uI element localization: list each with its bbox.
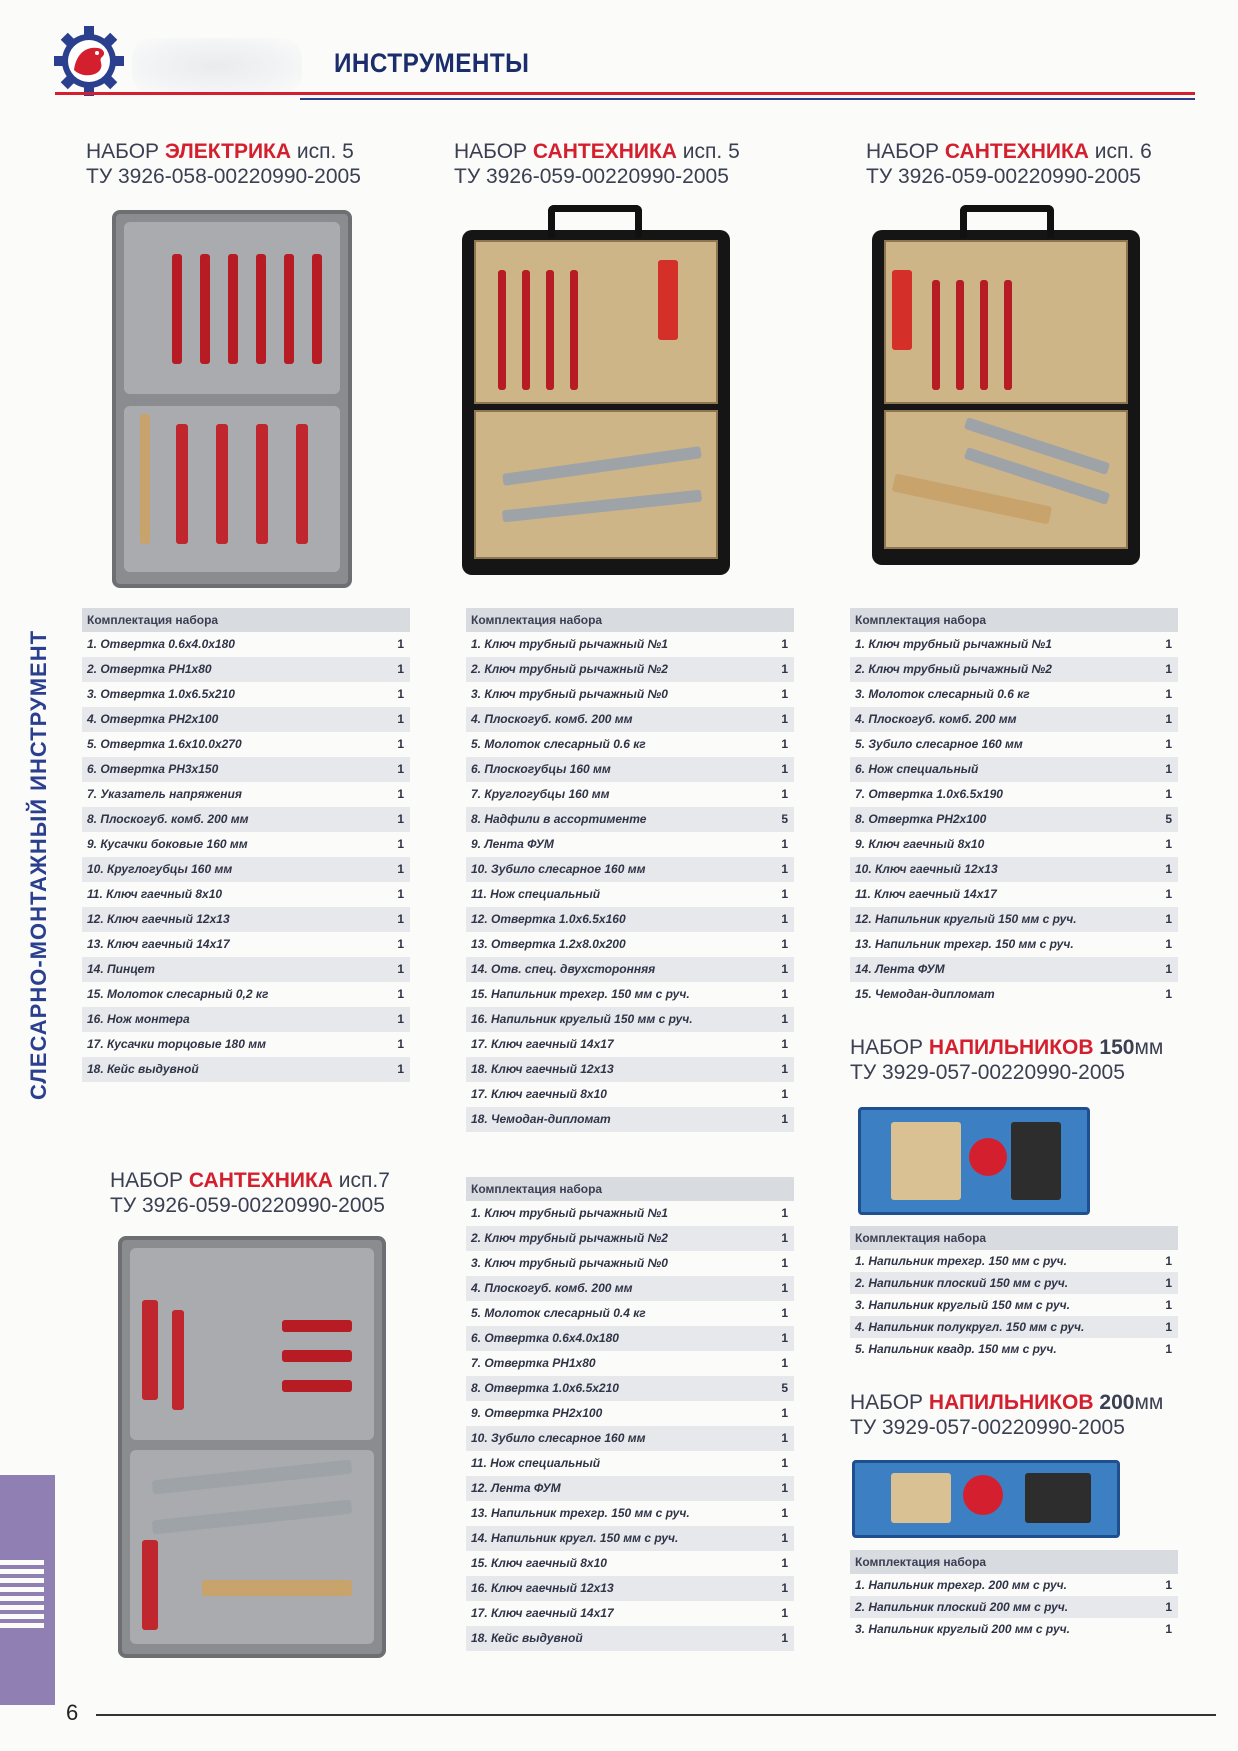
item-qty: 1 (781, 862, 788, 876)
set-suffix: исп.7 (332, 1169, 390, 1192)
table-row (850, 907, 1178, 932)
table-header: Комплектация набора (850, 1226, 1178, 1250)
table-row (466, 1551, 794, 1576)
item-qty: 1 (781, 712, 788, 726)
table-row (466, 1007, 794, 1032)
item-qty: 1 (781, 1431, 788, 1445)
table-row (82, 907, 410, 932)
item-qty: 1 (1165, 637, 1172, 651)
item-name: 17. Кусачки торцовые 180 мм (87, 1037, 266, 1051)
table-row (466, 1426, 794, 1451)
item-qty: 1 (781, 1037, 788, 1051)
item-name: 5. Отвертка 1.6х10.0х270 (87, 737, 242, 751)
table-row (850, 1596, 1178, 1618)
item-qty: 1 (781, 1631, 788, 1645)
item-name: 2. Напильник плоский 200 мм с руч. (855, 1600, 1069, 1614)
item-name: 3. Молоток слесарный 0.6 кг (855, 687, 1030, 701)
item-name: 16. Нож монтера (87, 1012, 190, 1026)
table-row (466, 832, 794, 857)
set-title-plumber-7 (110, 1168, 390, 1218)
item-qty: 5 (1165, 812, 1172, 826)
item-qty: 1 (781, 1256, 788, 1270)
table-row (466, 1376, 794, 1401)
plumber5-case-photo (462, 230, 730, 575)
table-row (466, 782, 794, 807)
item-qty: 1 (781, 1087, 788, 1101)
item-qty: 1 (781, 1556, 788, 1570)
table-header: Комплектация набора (82, 608, 410, 632)
table-header: Комплектация набора (466, 1177, 794, 1201)
item-name: 18. Ключ гаечный 12х13 (471, 1062, 614, 1076)
set-suffix: исп. 6 (1088, 140, 1152, 163)
item-name: 3. Отвертка 1.0х6.5х210 (87, 687, 235, 701)
item-name: 5. Молоток слесарный 0.6 кг (471, 737, 646, 751)
item-name: 14. Пинцет (87, 962, 155, 976)
set-size-unit: мм (1134, 1391, 1164, 1414)
table-row (82, 857, 410, 882)
table-row (466, 1476, 794, 1501)
item-name: 6. Отвертка PH3х150 (87, 762, 219, 776)
set-prefix: НАБОР (850, 1036, 929, 1059)
item-qty: 1 (397, 862, 404, 876)
set-tu: ТУ 3926-059-00220990-2005 (454, 165, 729, 188)
table-plumber-5 (466, 608, 794, 1132)
table-row (850, 1250, 1178, 1272)
plumber7-case-photo (118, 1236, 386, 1658)
set-tu: ТУ 3929-057-00220990-2005 (850, 1061, 1125, 1084)
item-qty: 5 (781, 812, 788, 826)
header-blue-line (300, 98, 1195, 100)
item-name: 8. Отвертка 1.0х6.5х210 (471, 1381, 619, 1395)
item-name: 6. Отвертка 0.6х4.0х180 (471, 1331, 619, 1345)
item-qty: 1 (781, 1012, 788, 1026)
set-name: ЭЛЕКТРИКА (164, 140, 292, 163)
table-row (850, 882, 1178, 907)
item-qty: 1 (781, 837, 788, 851)
item-qty: 1 (781, 762, 788, 776)
item-name: 2. Напильник плоский 150 мм с руч. (855, 1276, 1069, 1290)
set-title-plumber-6 (866, 139, 1152, 189)
table-row (82, 1007, 410, 1032)
item-qty: 1 (397, 837, 404, 851)
item-name: 14. Напильник кругл. 150 мм с руч. (471, 1531, 679, 1545)
set-name: НАПИЛЬНИКОВ (928, 1391, 1094, 1414)
table-row (850, 1338, 1178, 1360)
set-prefix: НАБОР (86, 140, 165, 163)
side-stripes (0, 1560, 44, 1632)
item-name: 17. Ключ гаечный 8х10 (471, 1087, 607, 1101)
item-qty: 1 (781, 1062, 788, 1076)
table-row (466, 682, 794, 707)
item-qty: 1 (1165, 737, 1172, 751)
table-row (850, 1294, 1178, 1316)
table-row (466, 957, 794, 982)
item-qty: 1 (781, 787, 788, 801)
item-name: 13. Ключ гаечный 14х17 (87, 937, 230, 951)
item-name: 9. Ключ гаечный 8х10 (855, 837, 985, 851)
item-name: 8. Надфили в ассортименте (471, 812, 647, 826)
table-row (82, 782, 410, 807)
set-prefix: НАБОР (850, 1391, 929, 1414)
table-row (82, 1057, 410, 1082)
item-qty: 1 (397, 637, 404, 651)
item-name: 5. Зубило слесарное 160 мм (855, 737, 1023, 751)
item-name: 1. Ключ трубный рычажный №1 (471, 637, 668, 651)
item-name: 1. Напильник трехгр. 200 мм с руч. (855, 1578, 1067, 1592)
item-name: 2. Ключ трубный рычажный №2 (471, 662, 668, 676)
set-title-electrician-5 (86, 139, 361, 189)
item-qty: 1 (781, 962, 788, 976)
table-row (466, 757, 794, 782)
table-electrician-5 (82, 608, 410, 1082)
item-name: 5. Молоток слесарный 0.4 кг (471, 1306, 646, 1320)
item-name: 12. Ключ гаечный 12х13 (87, 912, 230, 926)
item-name: 9. Отвертка PH2х100 (471, 1406, 603, 1420)
item-name: 10. Зубило слесарное 160 мм (471, 1431, 646, 1445)
item-name: 17. Ключ гаечный 14х17 (471, 1606, 614, 1620)
item-name: 11. Ключ гаечный 14х17 (855, 887, 997, 901)
table-row (466, 1251, 794, 1276)
item-qty: 1 (1165, 987, 1172, 1001)
table-row (466, 1526, 794, 1551)
item-qty: 1 (397, 1037, 404, 1051)
table-row (466, 732, 794, 757)
item-qty: 1 (781, 662, 788, 676)
set-title-files-150 (850, 1035, 1163, 1085)
item-qty: 1 (397, 937, 404, 951)
set-title-files-200 (850, 1390, 1163, 1440)
item-name: 18. Кейс выдувной (471, 1631, 583, 1645)
item-name: 2. Отвертка PH1х80 (87, 662, 212, 676)
item-name: 13. Отвертка 1.2х8.0х200 (471, 937, 626, 951)
table-header: Комплектация набора (850, 608, 1178, 632)
table-row (82, 832, 410, 857)
item-name: 2. Ключ трубный рычажный №2 (471, 1231, 668, 1245)
item-qty: 5 (781, 1381, 788, 1395)
files200-box-photo (852, 1460, 1120, 1538)
item-name: 14. Лента ФУМ (855, 962, 945, 976)
item-qty: 1 (1165, 1342, 1172, 1356)
table-row (466, 1226, 794, 1251)
set-size-unit: мм (1134, 1036, 1164, 1059)
item-name: 12. Отвертка 1.0х6.5х160 (471, 912, 626, 926)
table-row (82, 657, 410, 682)
item-qty: 1 (1165, 1254, 1172, 1268)
item-qty: 1 (1165, 837, 1172, 851)
table-row (466, 1451, 794, 1476)
header-red-line (55, 92, 1195, 95)
table-row (850, 957, 1178, 982)
footer-line (96, 1714, 1216, 1716)
item-qty: 1 (397, 962, 404, 976)
set-prefix: НАБОР (110, 1169, 189, 1192)
item-qty: 1 (397, 812, 404, 826)
item-qty: 1 (397, 687, 404, 701)
item-name: 6. Плоскогубцы 160 мм (471, 762, 611, 776)
item-qty: 1 (781, 1112, 788, 1126)
item-name: 16. Напильник круглый 150 мм с руч. (471, 1012, 693, 1026)
table-row (850, 732, 1178, 757)
item-name: 12. Напильник круглый 150 мм с руч. (855, 912, 1077, 926)
table-row (850, 657, 1178, 682)
electrician-case-photo (112, 210, 352, 588)
table-row (82, 757, 410, 782)
item-qty: 1 (781, 1406, 788, 1420)
item-name: 7. Отвертка PH1х80 (471, 1356, 596, 1370)
item-name: 9. Лента ФУМ (471, 837, 554, 851)
set-title-plumber-5 (454, 139, 740, 189)
set-name: САНТЕХНИКА (532, 140, 677, 163)
table-row (466, 1301, 794, 1326)
table-row (82, 932, 410, 957)
table-row (850, 682, 1178, 707)
table-row (466, 1032, 794, 1057)
table-row (850, 1272, 1178, 1294)
item-qty: 1 (397, 1012, 404, 1026)
item-qty: 1 (1165, 687, 1172, 701)
item-qty: 1 (781, 987, 788, 1001)
item-qty: 1 (781, 937, 788, 951)
table-row (850, 807, 1178, 832)
item-qty: 1 (1165, 1320, 1172, 1334)
set-name: НАПИЛЬНИКОВ (928, 1036, 1094, 1059)
table-row (82, 632, 410, 657)
table-header: Комплектация набора (850, 1550, 1178, 1574)
item-name: 4. Плоскогуб. комб. 200 мм (855, 712, 1017, 726)
table-row (466, 982, 794, 1007)
item-qty: 1 (781, 737, 788, 751)
table-row (466, 1276, 794, 1301)
item-qty: 1 (781, 1281, 788, 1295)
table-row (466, 632, 794, 657)
item-name: 5. Напильник квадр. 150 мм с руч. (855, 1342, 1057, 1356)
set-tu: ТУ 3926-059-00220990-2005 (110, 1194, 385, 1217)
item-name: 18. Чемодан-дипломат (471, 1112, 611, 1126)
item-name: 15. Чемодан-дипломат (855, 987, 995, 1001)
set-size: 150 (1093, 1036, 1135, 1059)
set-tu: ТУ 3926-058-00220990-2005 (86, 165, 361, 188)
set-suffix: исп. 5 (676, 140, 740, 163)
item-qty: 1 (1165, 787, 1172, 801)
item-name: 3. Напильник круглый 200 мм с руч. (855, 1622, 1070, 1636)
blurred-brand-area (132, 38, 302, 94)
item-name: 11. Ключ гаечный 8х10 (87, 887, 223, 901)
item-name: 10. Ключ гаечный 12х13 (855, 862, 998, 876)
table-files-150 (850, 1226, 1178, 1360)
set-name: САНТЕХНИКА (944, 140, 1089, 163)
item-qty: 1 (397, 762, 404, 776)
table-files-200 (850, 1550, 1178, 1640)
set-name: САНТЕХНИКА (188, 1169, 333, 1192)
item-name: 11. Нож специальный (471, 887, 601, 901)
set-prefix: НАБОР (866, 140, 945, 163)
table-row (466, 932, 794, 957)
item-qty: 1 (1165, 862, 1172, 876)
item-qty: 1 (1165, 712, 1172, 726)
item-qty: 1 (781, 637, 788, 651)
company-logo (52, 24, 126, 98)
table-row (466, 882, 794, 907)
item-name: 9. Кусачки боковые 160 мм (87, 837, 248, 851)
item-name: 1. Отвертка 0.6х4.0х180 (87, 637, 235, 651)
table-row (466, 1501, 794, 1526)
table-row (850, 782, 1178, 807)
item-qty: 1 (781, 1606, 788, 1620)
item-name: 15. Молоток слесарный 0,2 кг (87, 987, 269, 1001)
item-qty: 1 (781, 887, 788, 901)
table-row (850, 857, 1178, 882)
item-qty: 1 (781, 1331, 788, 1345)
item-qty: 1 (781, 1306, 788, 1320)
item-qty: 1 (781, 1581, 788, 1595)
item-qty: 1 (1165, 1298, 1172, 1312)
table-row (82, 732, 410, 757)
table-row (466, 1401, 794, 1426)
item-qty: 1 (397, 987, 404, 1001)
plumber5-case-handle (548, 205, 642, 238)
item-name: 17. Ключ гаечный 14х17 (471, 1037, 614, 1051)
table-row (466, 1201, 794, 1226)
item-name: 4. Плоскогуб. комб. 200 мм (471, 1281, 633, 1295)
table-row (466, 857, 794, 882)
item-name: 15. Ключ гаечный 8х10 (471, 1556, 607, 1570)
item-name: 12. Лента ФУМ (471, 1481, 561, 1495)
item-name: 10. Зубило слесарное 160 мм (471, 862, 646, 876)
table-row (466, 1107, 794, 1132)
set-tu: ТУ 3926-059-00220990-2005 (866, 165, 1141, 188)
item-name: 7. Круглогубцы 160 мм (471, 787, 610, 801)
table-row (82, 707, 410, 732)
item-qty: 1 (397, 912, 404, 926)
item-name: 2. Ключ трубный рычажный №2 (855, 662, 1052, 676)
table-row (466, 1601, 794, 1626)
table-row (466, 657, 794, 682)
item-qty: 1 (781, 1531, 788, 1545)
table-row (466, 1326, 794, 1351)
section-side-label: СЛЕСАРНО-МОНТАЖНЫЙ ИНСТРУМЕНТ (26, 629, 51, 1100)
item-name: 4. Плоскогуб. комб. 200 мм (471, 712, 633, 726)
table-plumber-6 (850, 608, 1178, 1007)
table-row (82, 807, 410, 832)
item-qty: 1 (397, 737, 404, 751)
item-name: 1. Напильник трехгр. 150 мм с руч. (855, 1254, 1067, 1268)
item-qty: 1 (1165, 1622, 1172, 1636)
item-qty: 1 (781, 1456, 788, 1470)
set-suffix: исп. 5 (291, 140, 354, 163)
item-qty: 1 (397, 787, 404, 801)
item-qty: 1 (781, 687, 788, 701)
item-qty: 1 (397, 1062, 404, 1076)
files150-box-photo (858, 1107, 1090, 1215)
table-header: Комплектация набора (466, 608, 794, 632)
table-row (466, 807, 794, 832)
item-name: 4. Отвертка PH2х100 (87, 712, 219, 726)
item-name: 16. Ключ гаечный 12х13 (471, 1581, 614, 1595)
item-name: 13. Напильник трехгр. 150 мм с руч. (855, 937, 1074, 951)
item-name: 8. Отвертка PH2х100 (855, 812, 987, 826)
table-row (466, 1576, 794, 1601)
item-qty: 1 (1165, 1276, 1172, 1290)
item-name: 8. Плоскогуб. комб. 200 мм (87, 812, 249, 826)
item-name: 7. Отвертка 1.0х6.5х190 (855, 787, 1003, 801)
plumber6-case-handle (960, 205, 1054, 238)
table-row (466, 1626, 794, 1651)
item-name: 15. Напильник трехгр. 150 мм с руч. (471, 987, 690, 1001)
item-name: 3. Напильник круглый 150 мм с руч. (855, 1298, 1070, 1312)
item-name: 3. Ключ трубный рычажный №0 (471, 687, 668, 701)
table-row (850, 757, 1178, 782)
item-name: 1. Ключ трубный рычажный №1 (471, 1206, 668, 1220)
item-qty: 1 (397, 887, 404, 901)
item-name: 3. Ключ трубный рычажный №0 (471, 1256, 668, 1270)
table-row (82, 682, 410, 707)
item-qty: 1 (781, 912, 788, 926)
item-name: 13. Напильник трехгр. 150 мм с руч. (471, 1506, 690, 1520)
plumber6-case-photo (872, 230, 1140, 565)
item-name: 10. Круглогубцы 160 мм (87, 862, 233, 876)
item-qty: 1 (1165, 912, 1172, 926)
item-name: 6. Нож специальный (855, 762, 979, 776)
item-qty: 1 (1165, 962, 1172, 976)
table-row (466, 707, 794, 732)
item-name: 11. Нож специальный (471, 1456, 601, 1470)
table-row (82, 882, 410, 907)
table-row (82, 957, 410, 982)
item-qty: 1 (397, 662, 404, 676)
table-row (850, 982, 1178, 1007)
table-row (850, 632, 1178, 657)
table-row (466, 1082, 794, 1107)
table-row (466, 907, 794, 932)
table-row (466, 1351, 794, 1376)
item-name: 7. Указатель напряжения (87, 787, 242, 801)
item-qty: 1 (781, 1356, 788, 1370)
item-name: 1. Ключ трубный рычажный №1 (855, 637, 1052, 651)
table-row (850, 1316, 1178, 1338)
item-name: 4. Напильник полукругл. 150 мм с руч. (855, 1320, 1085, 1334)
item-qty: 1 (1165, 937, 1172, 951)
item-qty: 1 (781, 1481, 788, 1495)
set-tu: ТУ 3929-057-00220990-2005 (850, 1416, 1125, 1439)
table-row (850, 932, 1178, 957)
item-qty: 1 (1165, 1600, 1172, 1614)
table-row (850, 1574, 1178, 1596)
item-qty: 1 (1165, 887, 1172, 901)
table-row (850, 707, 1178, 732)
set-prefix: НАБОР (454, 140, 533, 163)
table-row (82, 982, 410, 1007)
item-qty: 1 (1165, 1578, 1172, 1592)
item-qty: 1 (781, 1206, 788, 1220)
table-row (466, 1057, 794, 1082)
table-row (82, 1032, 410, 1057)
table-row (850, 832, 1178, 857)
page-number: 6 (66, 1700, 79, 1725)
item-qty: 1 (1165, 662, 1172, 676)
item-name: 18. Кейс выдувной (87, 1062, 199, 1076)
table-plumber-7 (466, 1177, 794, 1651)
item-qty: 1 (1165, 762, 1172, 776)
table-row (850, 1618, 1178, 1640)
item-qty: 1 (781, 1231, 788, 1245)
page-heading: ИНСТРУМЕНТЫ (334, 48, 530, 78)
item-qty: 1 (781, 1506, 788, 1520)
item-qty: 1 (397, 712, 404, 726)
set-size: 200 (1093, 1391, 1135, 1414)
item-name: 14. Отв. спец. двухсторонняя (471, 962, 656, 976)
